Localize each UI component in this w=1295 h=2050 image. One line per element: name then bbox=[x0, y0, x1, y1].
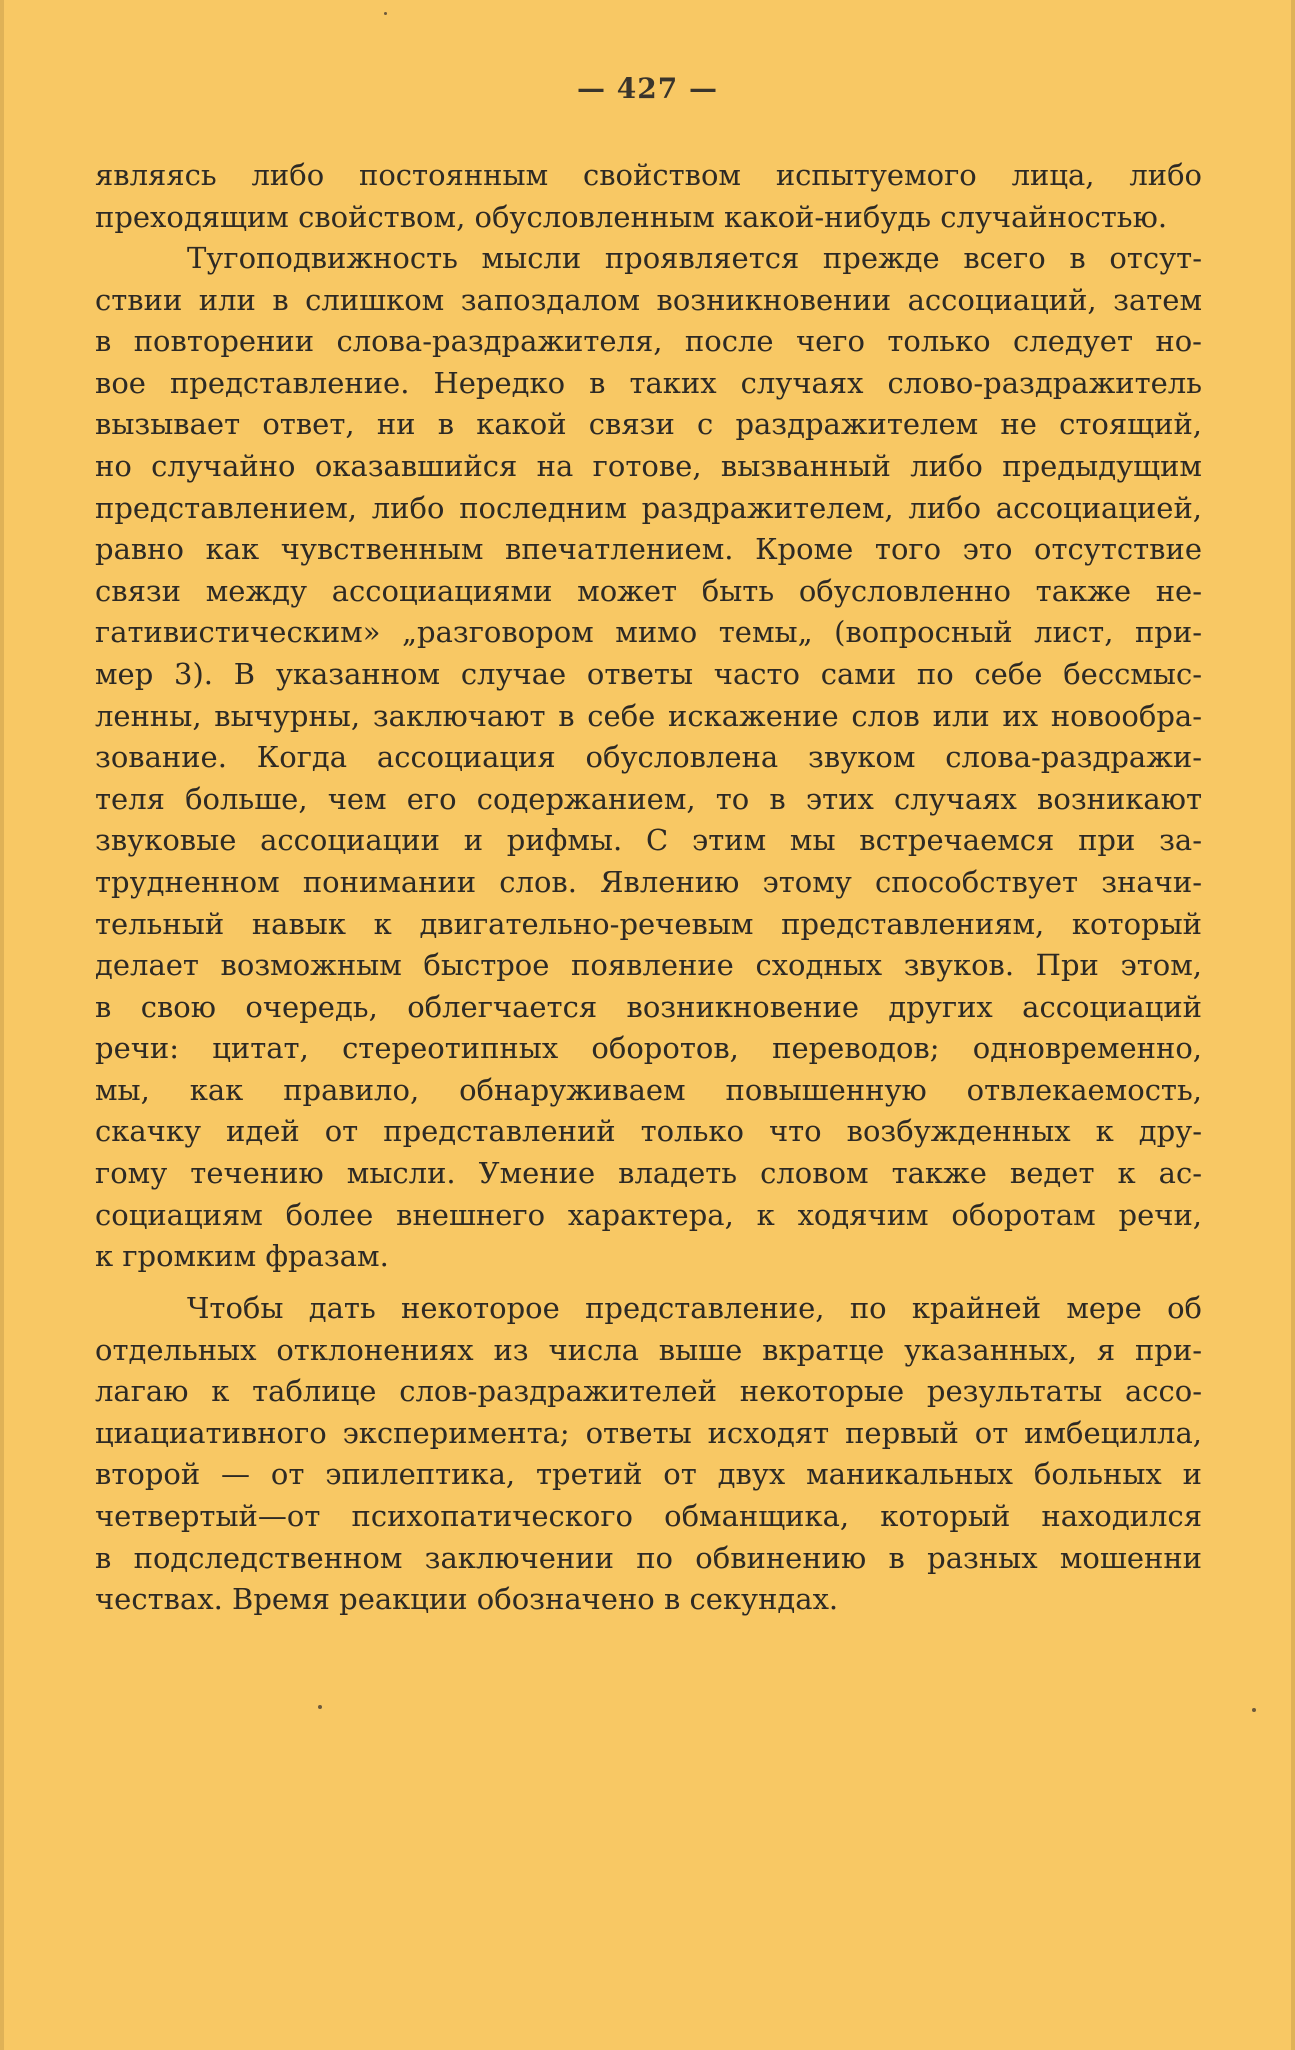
text-line: чествах. Время реакции обозначено в секундах. bbox=[95, 1582, 839, 1617]
text-line: в подследственном заключении по обвинению в разных мошенни bbox=[95, 1540, 1202, 1575]
text-line: являясь либо постоянным свойством испытуемого лица, либо bbox=[95, 158, 1202, 192]
text-line: второй — от эпилептика, третий от двух маникальных больных и bbox=[95, 1457, 1202, 1492]
text-line: социациям более внешнего характера, к ходячим оборотам речи, bbox=[95, 1197, 1202, 1232]
paragraph-1 bbox=[95, 155, 1202, 238]
text-line: ленны, вычурны, заключают в себе искажение слов или их новообра- bbox=[95, 698, 1202, 733]
text-line: делает возможным быстрое появление сходных звуков. При этом, bbox=[95, 948, 1202, 983]
text-line: тельный навык к двигательно-речевым представлениям, который bbox=[95, 906, 1202, 941]
paper-speck bbox=[318, 1705, 322, 1709]
text-line: зование. Когда ассоциация обусловлена звуком слова-раздражи- bbox=[95, 740, 1202, 775]
page-number: — 427 — bbox=[577, 72, 718, 105]
text-line: гому течению мысли. Умение владеть словом также ведет к ас- bbox=[95, 1156, 1202, 1191]
text-line: вое представление. Нередко в таких случаях слово-раздражитель bbox=[95, 365, 1202, 400]
text-line: Тугоподвижность мысли проявляется прежде всего в отсут- bbox=[187, 241, 1202, 275]
text-line: циациативного эксперимента; ответы исходят первый от имбецилла, bbox=[95, 1415, 1202, 1450]
text-line: вызывает ответ, ни в какой связи с раздражителем не стоящий, bbox=[95, 407, 1202, 442]
text-line: мер 3). В указанном случае ответы часто сами по себе бессмыс- bbox=[95, 656, 1202, 691]
text-line: речи: цитат, стереотипных оборотов, переводов; одновременно, bbox=[95, 1031, 1202, 1066]
text-line: представлением, либо последним раздражителем, либо ассоциацией, bbox=[95, 490, 1202, 525]
text-line: отдельных отклонениях из числа выше вкратце указанных, я при- bbox=[95, 1332, 1202, 1367]
text-line: четвертый—от психопатического обманщика, который находился bbox=[95, 1498, 1202, 1533]
page-left-edge bbox=[0, 0, 4, 2050]
text-line: в повторении слова-раздражителя, после чего только следует но- bbox=[95, 324, 1202, 359]
text-line: в свою очередь, облегчается возникновение других ассоциаций bbox=[95, 989, 1202, 1024]
paper-speck bbox=[1252, 1708, 1256, 1712]
paper-speck bbox=[384, 12, 387, 15]
text-line: ствии или в слишком запоздалом возникновении ассоциаций, затем bbox=[95, 282, 1202, 317]
text-line: звуковые ассоциации и рифмы. С этим мы встречаемся при за- bbox=[95, 823, 1202, 858]
text-line: Чтобы дать некоторое представление, по крайней мере об bbox=[187, 1291, 1202, 1325]
paragraph-2 bbox=[95, 238, 1202, 1278]
text-line: но случайно оказавшийся на готове, вызванный либо предыдущим bbox=[95, 448, 1202, 483]
text-line: мы, как правило, обнаруживаем повышенную отвлекаемость, bbox=[95, 1072, 1202, 1107]
page-right-edge bbox=[1291, 0, 1295, 2050]
text-line: связи между ассоциациями может быть обусловленно также не- bbox=[95, 573, 1202, 608]
text-line: гативистическим» „разговором мимо темы„ (вопросный лист, при- bbox=[95, 615, 1202, 650]
text-line: преходящим свойством, обусловленным какой-нибудь случайностью. bbox=[95, 199, 1168, 234]
text-line: равно как чувственным впечатлением. Кроме того это отсутствие bbox=[95, 532, 1202, 567]
paragraph-3 bbox=[95, 1288, 1202, 1621]
text-line: скачку идей от представлений только что возбужденных к дру- bbox=[95, 1114, 1202, 1149]
text-line: трудненном понимании слов. Явлению этому способствует значи- bbox=[95, 864, 1202, 899]
text-line: лагаю к таблице слов-раздражителей некоторые результаты ассо- bbox=[95, 1374, 1202, 1409]
text-line: теля больше, чем его содержанием, то в этих случаях возникают bbox=[95, 781, 1202, 816]
text-line: к громким фразам. bbox=[95, 1239, 389, 1274]
